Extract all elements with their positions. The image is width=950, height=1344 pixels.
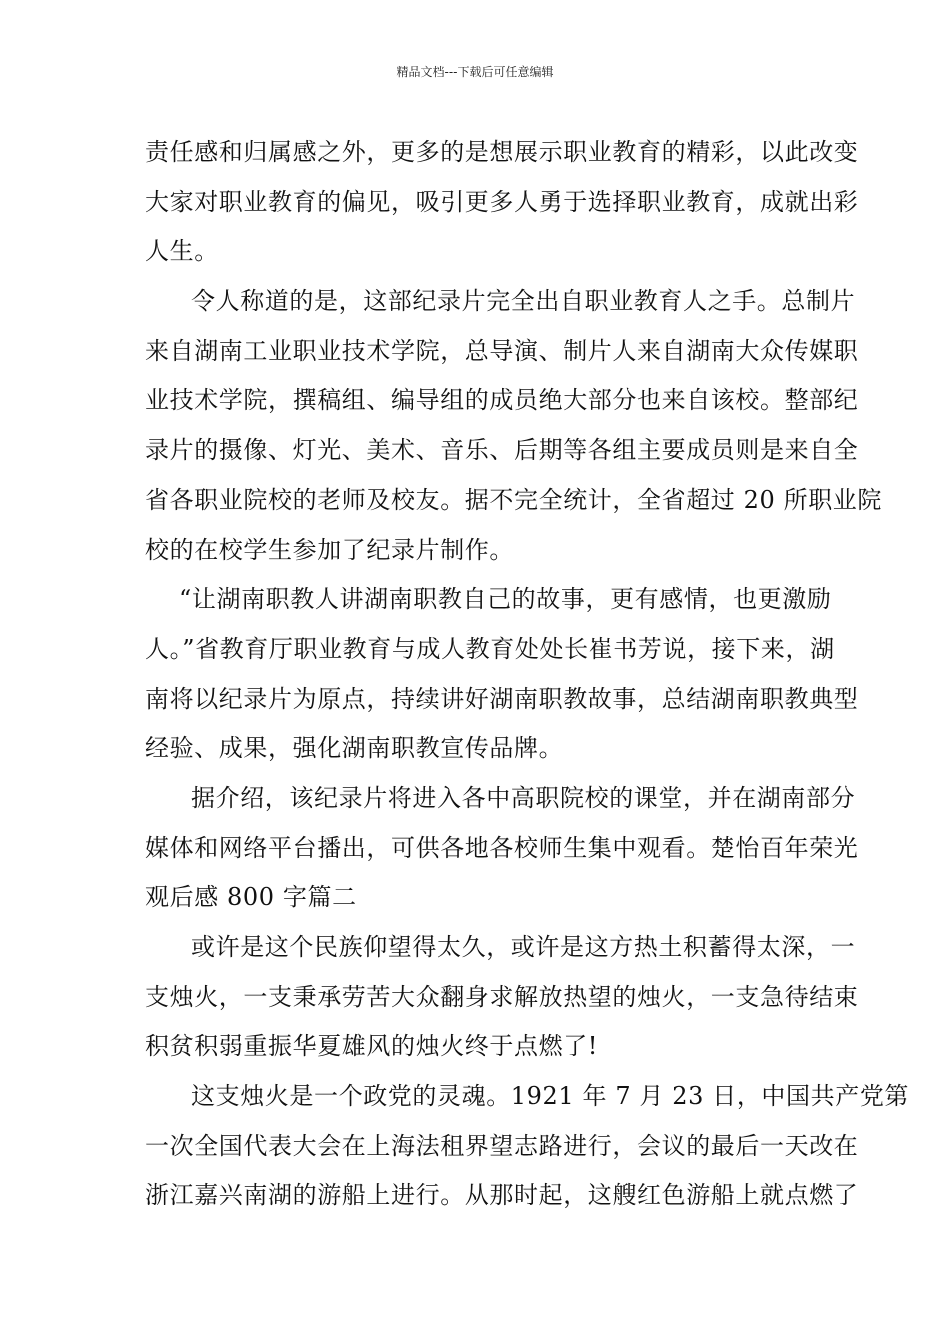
text-line: 来自湖南工业职业技术学院，总导演、制片人来自湖南大众传媒职: [145, 336, 859, 365]
document-header: 精品文档---下载后可任意编辑: [396, 65, 554, 79]
text-line: 校的在校学生参加了纪录片制作。: [145, 535, 514, 564]
paragraph-start-line: 或许是这个民族仰望得太久，或许是这方热土积蓄得太深，一: [191, 933, 856, 961]
text-line: 观后感 800 字篇二: [145, 883, 357, 912]
text-line: 南将以纪录片为原点，持续讲好湖南职教故事，总结湖南职教典型: [145, 684, 859, 713]
text-line: 省各职业院校的老师及校友。据不完全统计，全省超过 20 所职业院: [145, 485, 882, 514]
document-body: [145, 128, 910, 1221]
text-line: 一次全国代表大会在上海法租界望志路进行，会议的最后一天改在: [145, 1131, 859, 1160]
text-line: 媒体和网络平台播出，可供各地各校师生集中观看。楚怡百年荣光: [145, 833, 859, 862]
paragraph-start-line: 这支烛火是一个政党的灵魂。1921 年 7 月 23 日，中国共产党第: [191, 1082, 910, 1111]
text-line: 支烛火，一支秉承劳苦大众翻身求解放热望的烛火，一支急待结束: [145, 982, 859, 1011]
text-line: 经验、成果，强化湖南职教宣传品牌。: [145, 734, 564, 763]
text-line: 业技术学院，撰稿组、编导组的成员绝大部分也来自该校。整部纪: [145, 386, 859, 415]
paragraph-start-line: “让湖南职教人讲湖南职教自己的故事，更有感情，也更激励: [179, 585, 832, 614]
text-line: 积贫积弱重振华夏雄风的烛火终于点燃了!: [145, 1032, 599, 1061]
text-line: 大家对职业教育的偏见，吸引更多人勇于选择职业教育，成就出彩: [145, 187, 859, 216]
text-line: 录片的摄像、灯光、美术、音乐、后期等各组主要成员则是来自全: [145, 436, 859, 465]
paragraph-start-line: 令人称道的是，这部纪录片完全出自职业教育人之手。总制片: [191, 287, 856, 316]
text-line: 人。”省教育厅职业教育与成人教育处处长崔书芳说，接下来，湖: [145, 634, 835, 663]
text-line: 责任感和归属感之外，更多的是想展示职业教育的精彩，以此改变: [145, 138, 859, 166]
text-line: 人生。: [145, 237, 219, 266]
paragraph-start-line: 据介绍，该纪录片将进入各中高职院校的课堂，并在湖南部分: [191, 783, 856, 812]
text-line: 浙江嘉兴南湖的游船上进行。从那时起，这艘红色游船上就点燃了: [145, 1181, 859, 1210]
